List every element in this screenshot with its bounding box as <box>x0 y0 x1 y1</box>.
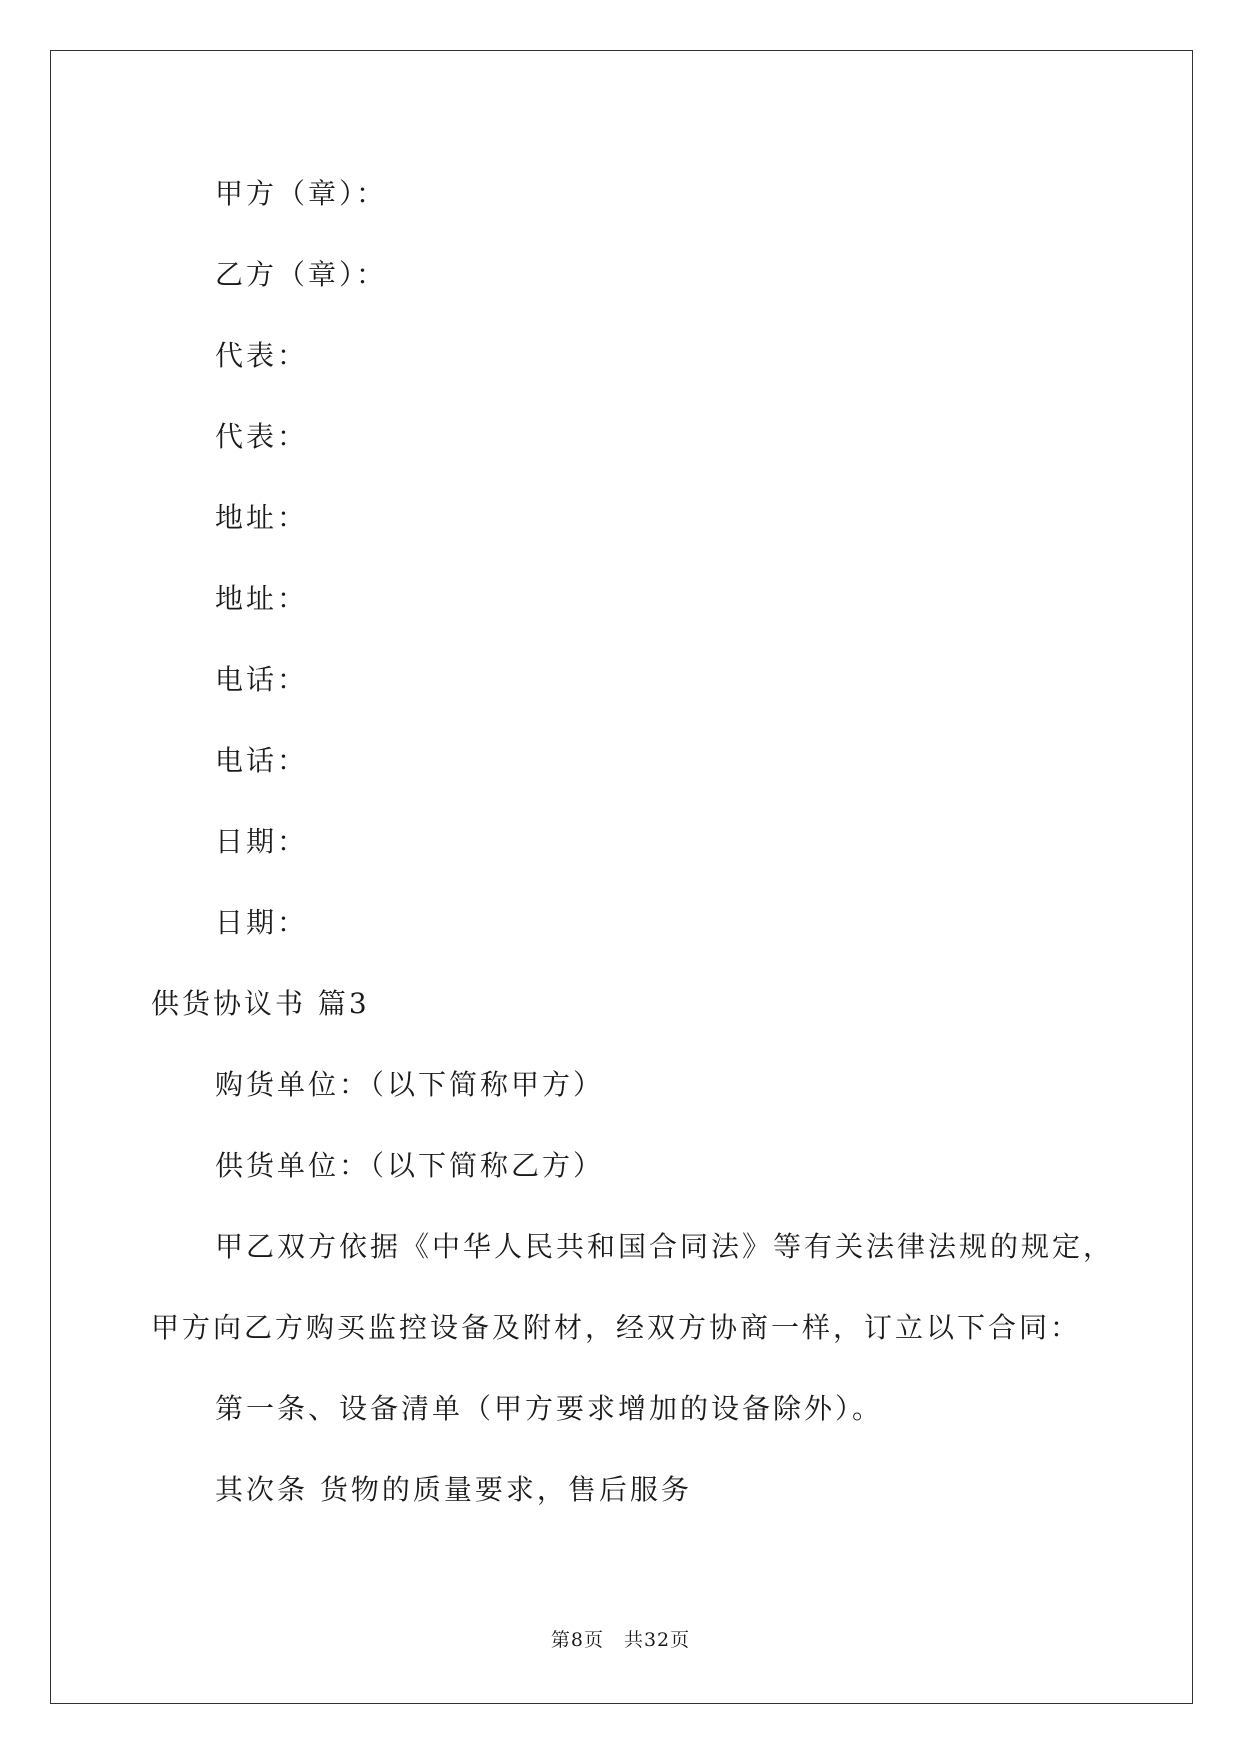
party-a-date-line: 日期： <box>215 825 309 858</box>
page-number-footer: 第8页 共32页 <box>550 1629 691 1651</box>
party-b-representative-line: 代表： <box>215 420 309 453</box>
party-b-date-line: 日期： <box>215 906 309 939</box>
article-two-line: 其次条 货物的质量要求，售后服务 <box>215 1473 692 1506</box>
party-b-phone-line: 电话： <box>215 744 309 777</box>
party-a-seal-line: 甲方（章）： <box>215 177 388 210</box>
party-b-address-line: 地址： <box>215 582 309 615</box>
party-a-phone-line: 电话： <box>215 663 309 696</box>
supplier-unit-line: 供货单位：（以下简称乙方） <box>215 1149 605 1182</box>
party-b-seal-line: 乙方（章）： <box>215 258 388 291</box>
article-one-line: 第一条、设备清单（甲方要求增加的设备除外）。 <box>215 1392 884 1425</box>
contract-basis-paragraph-continued: 甲方向乙方购买监控设备及附材，经双方协商一样，订立以下合同： <box>151 1311 1082 1344</box>
page-border <box>50 50 1193 1704</box>
party-a-representative-line: 代表： <box>215 339 309 372</box>
party-a-address-line: 地址： <box>215 501 309 534</box>
section-heading: 供货协议书 篇3 <box>151 987 370 1020</box>
contract-basis-paragraph: 甲乙双方依据《中华人民共和国合同法》等有关法律法规的规定， <box>215 1230 1115 1263</box>
buyer-unit-line: 购货单位：（以下简称甲方） <box>215 1068 605 1101</box>
